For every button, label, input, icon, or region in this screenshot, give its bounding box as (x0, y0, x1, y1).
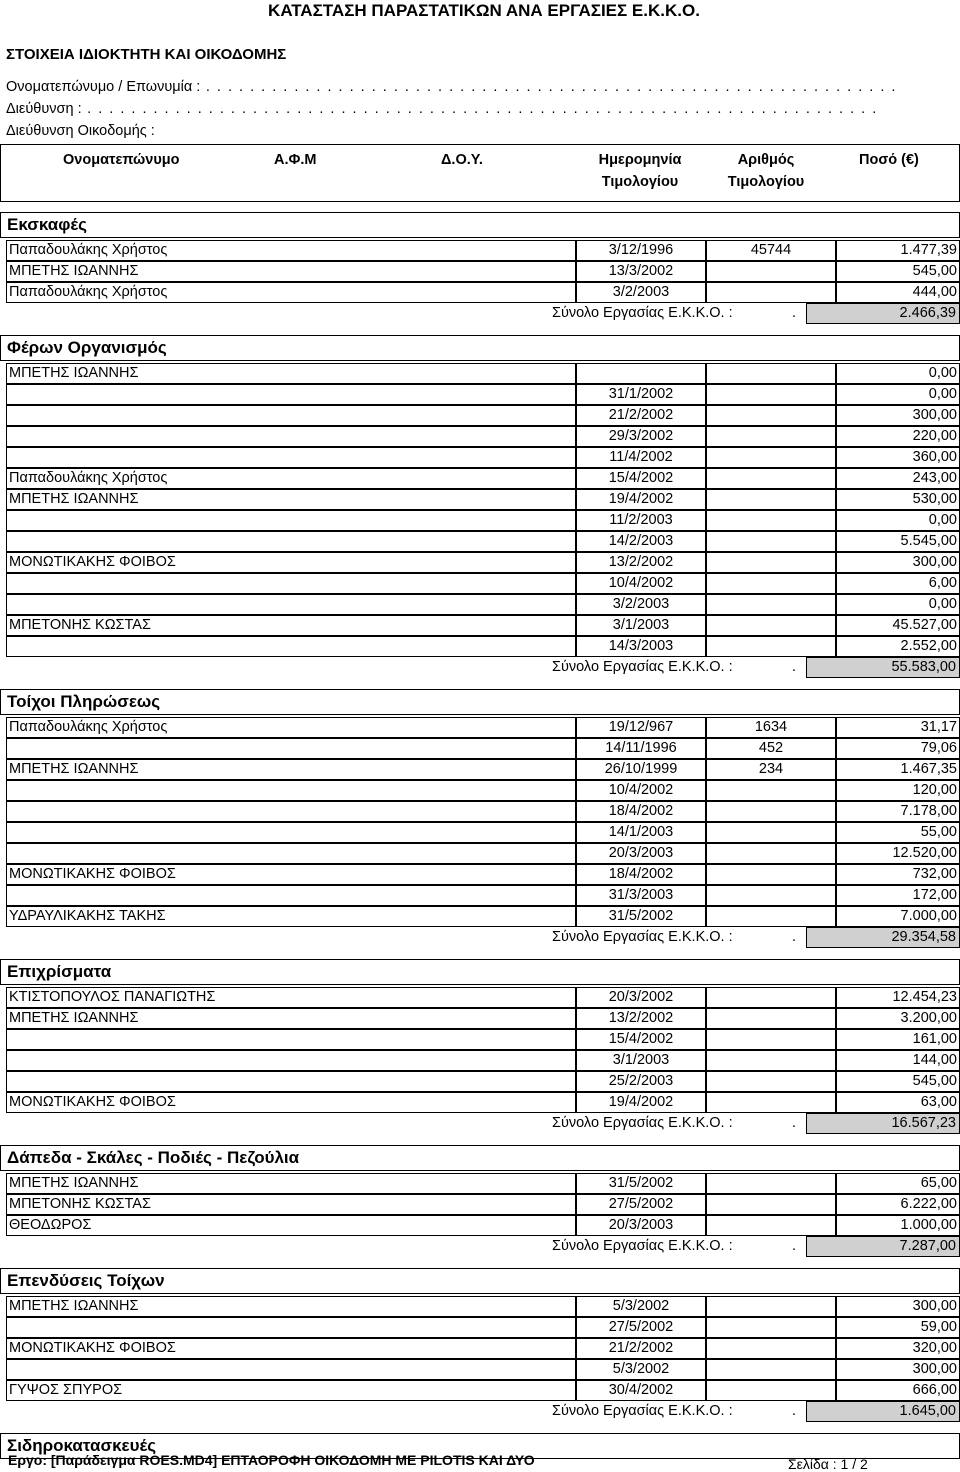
table-row (6, 885, 960, 906)
table-row (6, 738, 960, 759)
row-amount: 31,17 (836, 717, 960, 738)
row-amount: 444,00 (836, 282, 960, 303)
row-invoice-number (706, 1380, 836, 1401)
table-row (6, 1380, 960, 1401)
row-name (6, 531, 576, 552)
table-row (6, 1008, 960, 1029)
row-invoice-number (706, 573, 836, 594)
page-title: ΚΑΤΑΣΤΑΣΗ ΠΑΡΑΣΤΑΤΙΚΩΝ ΑΝΑ ΕΡΓΑΣΙΕΣ Ε.Κ.Κ.Ο. (268, 1, 700, 20)
row-invoice-date: 3/1/2003 (576, 615, 706, 636)
subtotal-value: 29.354,58 (806, 927, 960, 948)
row-invoice-date: 14/2/2003 (576, 531, 706, 552)
row-invoice-number (706, 261, 836, 282)
table-row (6, 780, 960, 801)
row-amount: 63,00 (836, 1092, 960, 1113)
row-invoice-number (706, 822, 836, 843)
row-amount: 300,00 (836, 1359, 960, 1380)
subtotal-value: 16.567,23 (806, 1113, 960, 1134)
subtotal-label: Σύνολο Εργασίας Ε.Κ.Κ.Ο. : (552, 929, 733, 945)
table-row (6, 717, 960, 738)
row-name: ΜΠΕΤΗΣ ΙΩΑΝΝΗΣ (6, 489, 576, 510)
row-invoice-number (706, 384, 836, 405)
table-row (6, 426, 960, 447)
table-row (6, 468, 960, 489)
row-invoice-number (706, 510, 836, 531)
col-invoice-number: Αριθμός Τιμολογίου (727, 152, 805, 190)
row-name: ΘΕΟΔΩΡΟΣ (6, 1215, 576, 1236)
footer-page: Σελίδα : 1 / 2 (788, 1456, 868, 1472)
row-invoice-date: 3/1/2003 (576, 1050, 706, 1071)
row-name (6, 447, 576, 468)
section-title: Επιχρίσματα (7, 962, 112, 981)
section-header (0, 212, 960, 238)
row-invoice-number (706, 531, 836, 552)
table-row (6, 489, 960, 510)
row-amount: 144,00 (836, 1050, 960, 1071)
row-name (6, 738, 576, 759)
column-header-row (0, 144, 960, 202)
table-row (6, 531, 960, 552)
row-invoice-number (706, 1359, 836, 1380)
col-amount: Ποσό (€) (859, 152, 919, 168)
row-invoice-date: 15/4/2002 (576, 1029, 706, 1050)
row-invoice-date: 27/5/2002 (576, 1194, 706, 1215)
row-invoice-date: 18/4/2002 (576, 801, 706, 822)
row-amount: 320,00 (836, 1338, 960, 1359)
row-amount: 1.477,39 (836, 240, 960, 261)
section-header (0, 1145, 960, 1171)
row-amount: 7.178,00 (836, 801, 960, 822)
row-invoice-date: 5/3/2002 (576, 1359, 706, 1380)
subtotal-value: 7.287,00 (806, 1236, 960, 1257)
row-name: ΜΠΕΤΗΣ ΙΩΑΝΝΗΣ (6, 1008, 576, 1029)
row-name (6, 384, 576, 405)
table-row (6, 1173, 960, 1194)
row-amount: 300,00 (836, 552, 960, 573)
row-invoice-date: 20/3/2002 (576, 987, 706, 1008)
row-amount: 2.552,00 (836, 636, 960, 657)
row-invoice-date: 3/2/2003 (576, 594, 706, 615)
row-name: ΜΠΕΤΗΣ ΙΩΑΝΝΗΣ (6, 261, 576, 282)
row-invoice-date: 14/1/2003 (576, 822, 706, 843)
row-invoice-number (706, 615, 836, 636)
row-amount: 0,00 (836, 384, 960, 405)
table-row (6, 1029, 960, 1050)
table-row (6, 864, 960, 885)
row-invoice-date: 30/4/2002 (576, 1380, 706, 1401)
row-invoice-date: 5/3/2002 (576, 1296, 706, 1317)
row-name: ΜΠΕΤΗΣ ΙΩΑΝΝΗΣ (6, 1173, 576, 1194)
row-invoice-number (706, 426, 836, 447)
subtotal-dot: . (792, 1238, 797, 1254)
row-invoice-number (706, 1173, 836, 1194)
row-name: ΜΟΝΩΤΙΚΑΚΗΣ ΦΟΙΒΟΣ (6, 1092, 576, 1113)
row-invoice-number (706, 801, 836, 822)
row-invoice-number (706, 1008, 836, 1029)
row-invoice-date: 31/5/2002 (576, 906, 706, 927)
row-invoice-number (706, 1092, 836, 1113)
row-invoice-date (576, 363, 706, 384)
row-amount: 12.454,23 (836, 987, 960, 1008)
row-invoice-number (706, 552, 836, 573)
row-amount: 220,00 (836, 426, 960, 447)
section-header (0, 689, 960, 715)
row-invoice-date: 11/4/2002 (576, 447, 706, 468)
table-row (6, 1071, 960, 1092)
row-name (6, 510, 576, 531)
row-name (6, 780, 576, 801)
row-name (6, 1029, 576, 1050)
table-row (6, 261, 960, 282)
subtotal-label: Σύνολο Εργασίας Ε.Κ.Κ.Ο. : (552, 1403, 733, 1419)
row-amount: 300,00 (836, 405, 960, 426)
row-invoice-date: 25/2/2003 (576, 1071, 706, 1092)
row-invoice-date: 27/5/2002 (576, 1317, 706, 1338)
row-amount: 732,00 (836, 864, 960, 885)
row-invoice-date: 20/3/2003 (576, 1215, 706, 1236)
row-amount: 6,00 (836, 573, 960, 594)
table-row (6, 363, 960, 384)
table-row (6, 1092, 960, 1113)
row-invoice-number (706, 843, 836, 864)
row-name: ΥΔΡΑΥΛΙΚΑΚΗΣ ΤΑΚΗΣ (6, 906, 576, 927)
row-amount: 161,00 (836, 1029, 960, 1050)
table-row (6, 1194, 960, 1215)
table-row (6, 987, 960, 1008)
table-row (6, 822, 960, 843)
subtotal-dot: . (792, 929, 797, 945)
section-title: Σιδηροκατασκευές (7, 1436, 157, 1455)
row-invoice-number (706, 489, 836, 510)
row-invoice-date: 11/2/2003 (576, 510, 706, 531)
section-title: Δάπεδα - Σκάλες - Ποδιές - Πεζούλια (7, 1148, 300, 1167)
section-header (0, 959, 960, 985)
row-amount: 0,00 (836, 594, 960, 615)
table-row (6, 1359, 960, 1380)
row-invoice-date: 26/10/1999 (576, 759, 706, 780)
row-invoice-date: 29/3/2002 (576, 426, 706, 447)
subtotal-label: Σύνολο Εργασίας Ε.Κ.Κ.Ο. : (552, 1238, 733, 1254)
row-amount: 0,00 (836, 363, 960, 384)
row-invoice-number: 234 (706, 759, 836, 780)
subtotal-label: Σύνολο Εργασίας Ε.Κ.Κ.Ο. : (552, 659, 733, 675)
subtotal-label: Σύνολο Εργασίας Ε.Κ.Κ.Ο. : (552, 305, 733, 321)
row-invoice-date: 20/3/2003 (576, 843, 706, 864)
table-row (6, 282, 960, 303)
table-row (6, 552, 960, 573)
row-name: ΜΟΝΩΤΙΚΑΚΗΣ ΦΟΙΒΟΣ (6, 864, 576, 885)
row-amount: 545,00 (836, 261, 960, 282)
row-amount: 120,00 (836, 780, 960, 801)
subtotal-dot: . (792, 1403, 797, 1419)
row-name (6, 426, 576, 447)
row-name (6, 594, 576, 615)
col-doy: Δ.Ο.Υ. (441, 152, 483, 168)
section-header (0, 335, 960, 361)
row-invoice-number (706, 1050, 836, 1071)
row-invoice-date: 13/3/2002 (576, 261, 706, 282)
row-invoice-number (706, 864, 836, 885)
row-name (6, 822, 576, 843)
owner-name-line: Ονοματεπώνυμο / Επωνυμία : . . . . . . . . . . . . . . . . . . . . . . . . . . . . . . . . . . . . . . . . . . . . . . . . . . . . . . . . . . . . . . . (6, 79, 897, 95)
row-invoice-date: 31/1/2002 (576, 384, 706, 405)
col-name: Ονοματεπώνυμο (63, 152, 180, 168)
row-invoice-date: 13/2/2002 (576, 1008, 706, 1029)
row-amount: 79,06 (836, 738, 960, 759)
row-amount: 45.527,00 (836, 615, 960, 636)
section-header (0, 1268, 960, 1294)
subtotal-dot: . (792, 305, 797, 321)
row-name (6, 801, 576, 822)
row-invoice-number (706, 906, 836, 927)
row-name: ΜΟΝΩΤΙΚΑΚΗΣ ΦΟΙΒΟΣ (6, 1338, 576, 1359)
section-title: Επενδύσεις Τοίχων (7, 1271, 165, 1290)
row-invoice-number (706, 1296, 836, 1317)
row-invoice-date: 19/4/2002 (576, 489, 706, 510)
row-invoice-number (706, 282, 836, 303)
table-row (6, 405, 960, 426)
row-amount: 55,00 (836, 822, 960, 843)
address-line: Διεύθυνση : . . . . . . . . . . . . . . . . . . . . . . . . . . . . . . . . . . . . . . . . . . . . . . . . . . . . . . . . . . . . . . . . . . . . . . . . (6, 101, 878, 117)
row-name (6, 573, 576, 594)
row-amount: 530,00 (836, 489, 960, 510)
row-amount: 545,00 (836, 1071, 960, 1092)
row-amount: 300,00 (836, 1296, 960, 1317)
row-name (6, 405, 576, 426)
row-name (6, 1071, 576, 1092)
table-row (6, 801, 960, 822)
row-invoice-date: 3/2/2003 (576, 282, 706, 303)
section-title: Εκσκαφές (7, 215, 87, 234)
row-invoice-date: 13/2/2002 (576, 552, 706, 573)
row-name: Παπαδουλάκης Χρήστος (6, 717, 576, 738)
row-invoice-number (706, 1317, 836, 1338)
row-invoice-date: 21/2/2002 (576, 405, 706, 426)
row-name (6, 636, 576, 657)
row-name (6, 1359, 576, 1380)
row-name: Παπαδουλάκης Χρήστος (6, 240, 576, 261)
row-invoice-number (706, 468, 836, 489)
row-name (6, 885, 576, 906)
row-name: ΓΥΨΟΣ ΣΠΥΡΟΣ (6, 1380, 576, 1401)
subtotal-value: 1.645,00 (806, 1401, 960, 1422)
row-invoice-number (706, 885, 836, 906)
row-invoice-number: 1634 (706, 717, 836, 738)
row-name: ΜΠΕΤΟΝΗΣ ΚΩΣΤΑΣ (6, 1194, 576, 1215)
row-amount: 0,00 (836, 510, 960, 531)
col-invoice-date: Ημερομηνία Τιμολογίου (598, 152, 682, 190)
row-invoice-number (706, 447, 836, 468)
row-amount: 3.200,00 (836, 1008, 960, 1029)
row-invoice-date: 18/4/2002 (576, 864, 706, 885)
row-invoice-number (706, 987, 836, 1008)
building-address-line (6, 122, 155, 140)
row-amount: 1.467,35 (836, 759, 960, 780)
table-row (6, 1215, 960, 1236)
col-afm: Α.Φ.Μ (274, 152, 317, 168)
owner-name-label: Ονοματεπώνυμο / Επωνυμία : (6, 79, 201, 95)
row-amount: 666,00 (836, 1380, 960, 1401)
row-name (6, 1317, 576, 1338)
table-row (6, 906, 960, 927)
row-amount: 5.545,00 (836, 531, 960, 552)
row-invoice-number (706, 1071, 836, 1092)
row-name (6, 843, 576, 864)
section-title: Φέρων Οργανισμός (7, 338, 167, 357)
row-invoice-date: 21/2/2002 (576, 1338, 706, 1359)
row-invoice-date: 19/12/967 (576, 717, 706, 738)
row-invoice-number (706, 1215, 836, 1236)
table-row (6, 510, 960, 531)
row-amount: 1.000,00 (836, 1215, 960, 1236)
table-row (6, 573, 960, 594)
row-invoice-number (706, 594, 836, 615)
table-row (6, 1338, 960, 1359)
table-row (6, 384, 960, 405)
row-invoice-number (706, 636, 836, 657)
row-name: ΜΠΕΤΗΣ ΙΩΑΝΝΗΣ (6, 1296, 576, 1317)
row-invoice-date: 14/3/2003 (576, 636, 706, 657)
table-row (6, 1296, 960, 1317)
row-name: ΜΠΕΤΟΝΗΣ ΚΩΣΤΑΣ (6, 615, 576, 636)
table-row (6, 594, 960, 615)
table-row (6, 1317, 960, 1338)
row-invoice-date: 3/12/1996 (576, 240, 706, 261)
table-row (6, 843, 960, 864)
table-row (6, 636, 960, 657)
row-name: Παπαδουλάκης Χρήστος (6, 468, 576, 489)
row-invoice-date: 14/11/1996 (576, 738, 706, 759)
row-invoice-date: 19/4/2002 (576, 1092, 706, 1113)
table-row (6, 447, 960, 468)
table-row (6, 240, 960, 261)
row-amount: 172,00 (836, 885, 960, 906)
row-amount: 12.520,00 (836, 843, 960, 864)
row-invoice-number (706, 1194, 836, 1215)
owner-section-heading: ΣΤΟΙΧΕΙΑ ΙΔΙΟΚΤΗΤΗ ΚΑΙ ΟΙΚΟΔΟΜΗΣ (6, 46, 287, 63)
row-amount: 360,00 (836, 447, 960, 468)
subtotal-dot: . (792, 1115, 797, 1131)
subtotal-value: 2.466,39 (806, 303, 960, 324)
row-invoice-number (706, 1338, 836, 1359)
subtotal-dot: . (792, 659, 797, 675)
table-row (6, 759, 960, 780)
row-amount: 243,00 (836, 468, 960, 489)
row-name: ΜΠΕΤΗΣ ΙΩΑΝΝΗΣ (6, 759, 576, 780)
row-invoice-date: 15/4/2002 (576, 468, 706, 489)
row-name (6, 1050, 576, 1071)
row-amount: 65,00 (836, 1173, 960, 1194)
table-row (6, 1050, 960, 1071)
row-name: ΜΠΕΤΗΣ ΙΩΑΝΝΗΣ (6, 363, 576, 384)
row-amount: 6.222,00 (836, 1194, 960, 1215)
row-invoice-number (706, 405, 836, 426)
row-invoice-date: 31/5/2002 (576, 1173, 706, 1194)
row-name: ΜΟΝΩΤΙΚΑΚΗΣ ΦΟΙΒΟΣ (6, 552, 576, 573)
row-invoice-number (706, 363, 836, 384)
subtotal-label: Σύνολο Εργασίας Ε.Κ.Κ.Ο. : (552, 1115, 733, 1131)
row-name: ΚΤΙΣΤΟΠΟΥΛΟΣ ΠΑΝΑΓΙΩΤΗΣ (6, 987, 576, 1008)
row-invoice-number: 452 (706, 738, 836, 759)
row-invoice-number: 45744 (706, 240, 836, 261)
address-label: Διεύθυνση : (6, 101, 82, 117)
subtotal-value: 55.583,00 (806, 657, 960, 678)
table-row (6, 615, 960, 636)
row-name: Παπαδουλάκης Χρήστος (6, 282, 576, 303)
row-invoice-date: 31/3/2003 (576, 885, 706, 906)
row-invoice-number (706, 780, 836, 801)
row-invoice-number (706, 1029, 836, 1050)
section-title: Τοίχοι Πληρώσεως (7, 692, 161, 711)
row-amount: 7.000,00 (836, 906, 960, 927)
building-address-label: Διεύθυνση Οικοδομής : (6, 123, 155, 139)
row-amount: 59,00 (836, 1317, 960, 1338)
row-invoice-date: 10/4/2002 (576, 573, 706, 594)
row-invoice-date: 10/4/2002 (576, 780, 706, 801)
footer-project: Εργο: [Παράδειγμα ROES.MD4] ΕΠΤΑΟΡΟΦΗ ΟΙΚΟΔΟΜΗ ΜΕ PILOTIS ΚΑΙ ΔΥΟ (8, 1452, 535, 1468)
